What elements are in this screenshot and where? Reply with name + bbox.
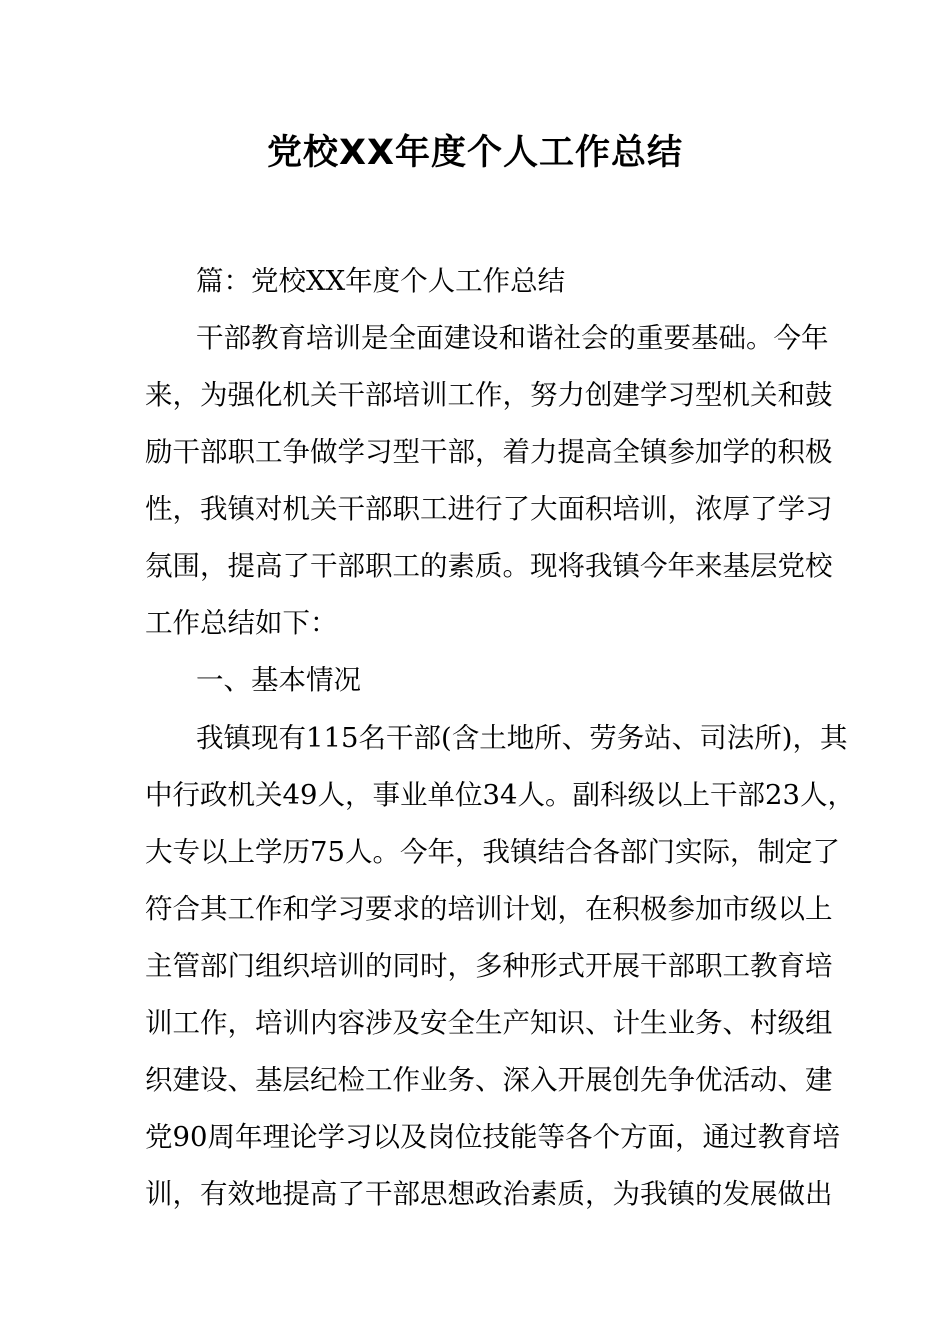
paragraph-line: 来，为强化机关干部培训工作，努力创建学习型机关和鼓 [145, 379, 833, 411]
paragraph-line: 党90周年理论学习以及岗位技能等各个方面，通过教育培 [145, 1121, 840, 1153]
paragraph-line: 性，我镇对机关干部职工进行了大面积培训，浓厚了学习 [145, 493, 833, 525]
paragraph-line: 我镇现有115名干部(含土地所、劳务站、司法所)，其 [196, 722, 848, 754]
document-title: 党校XX年度个人工作总结 [267, 133, 683, 173]
paragraph-line: 励干部职工争做学习型干部，着力提高全镇参加学的积极 [145, 436, 833, 468]
section-heading: 篇：党校XX年度个人工作总结 [196, 265, 566, 297]
paragraph-line: 主管部门组织培训的同时，多种形式开展干部职工教育培 [145, 950, 833, 982]
paragraph-line: 训工作，培训内容涉及安全生产知识、计生业务、村级组 [145, 1007, 833, 1039]
paragraph-line: 训，有效地提高了干部思想政治素质，为我镇的发展做出 [145, 1178, 833, 1210]
paragraph-line: 大专以上学历75人。今年，我镇结合各部门实际，制定了 [145, 836, 840, 868]
paragraph-line: 中行政机关49人，事业单位34人。副科级以上干部23人， [145, 779, 855, 811]
section-heading: 一、基本情况 [196, 664, 361, 696]
paragraph-line: 氛围，提高了干部职工的素质。现将我镇今年来基层党校 [145, 550, 833, 582]
paragraph-line: 工作总结如下： [145, 607, 338, 639]
paragraph-line: 符合其工作和学习要求的培训计划，在积极参加市级以上 [145, 893, 833, 925]
paragraph-line: 干部教育培训是全面建设和谐社会的重要基础。今年 [196, 322, 829, 354]
paragraph-line: 织建设、基层纪检工作业务、深入开展创先争优活动、建 [145, 1064, 833, 1096]
